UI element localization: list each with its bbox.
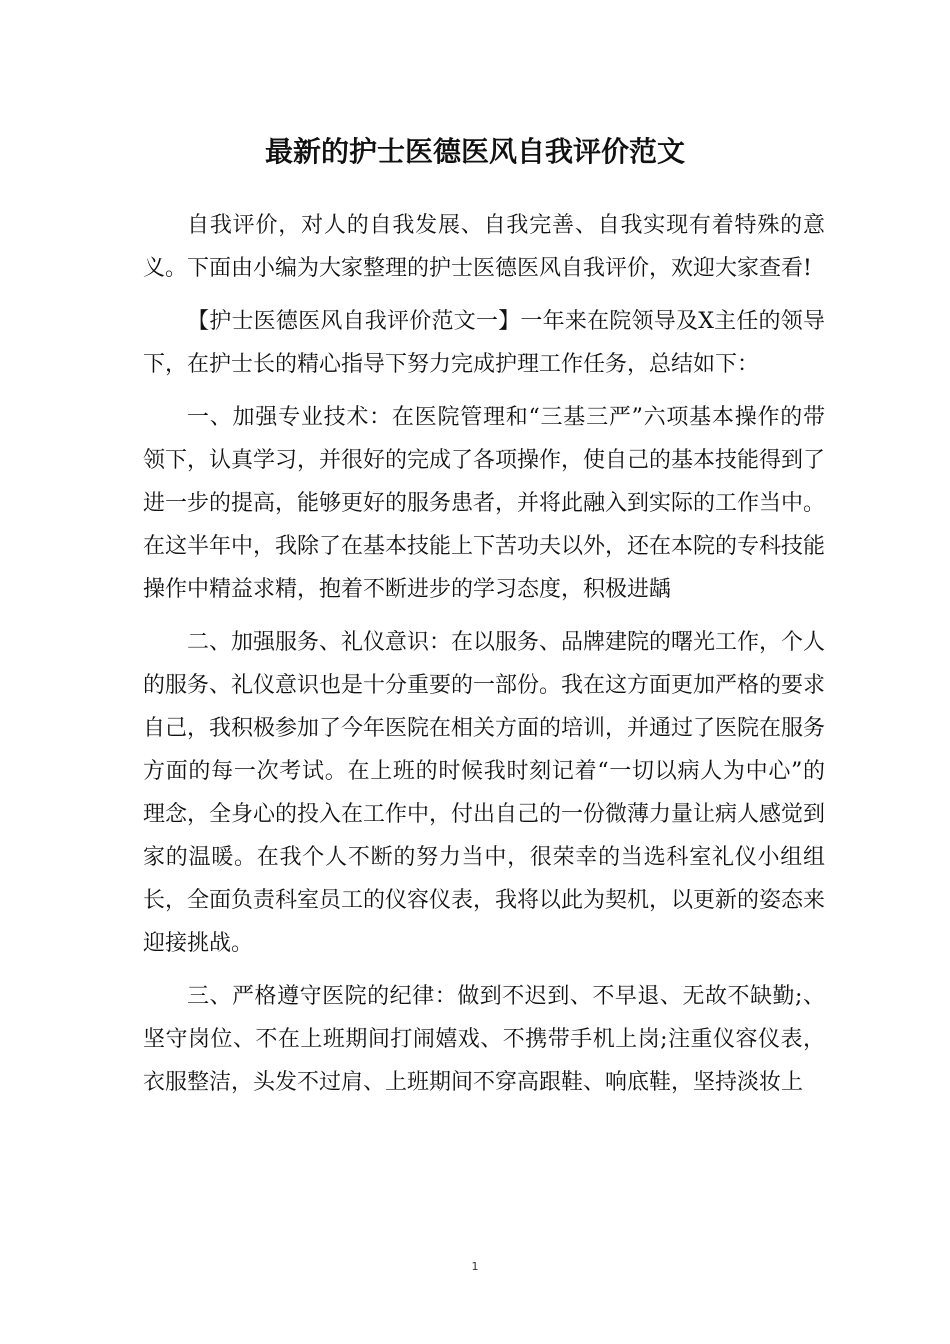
paragraph-section-one: 一、加强专业技术：在医院管理和“三基三严”六项基本操作的带领下，认真学习，并很好的完成了各项操作，使自己的基本技能得到了进一步的提高，能够更好的服务患者，并将此融入到实际的工作当中。在这半年中，我除了在基本技能上下苦功夫以外，还在本院的专科技能操作中精益求精，抱着不断进步的学习态度，积极进龋 bbox=[143, 405, 826, 602]
page-number: 1 bbox=[471, 1260, 479, 1273]
paragraph-section-two: 二、加强服务、礼仪意识：在以服务、品牌建院的曙光工作，个人的服务、礼仪意识也是十分重要的一部份。我在这方面更加严格的要求自己，我积极参加了今年医院在相关方面的培训，并通过了医院在服务方面的每一次考试。在上班的时候我时刻记着“一切以病人为中心”的理念，全身心的投入在工作中，付出自己的一份微薄力量让病人感觉到家的温暖。在我个人不断的努力当中，很荣幸的当选科室礼仪小组组长，全面负责科室员工的仪容仪表，我将以此为契机，以更新的姿态来迎接挑战。 bbox=[143, 630, 826, 956]
paragraph-section-three: 三、严格遵守医院的纪律：做到不迟到、不早退、无故不缺勤;、坚守岗位、不在上班期间打闹嬉戏、不携带手机上岗;注重仪容仪表，衣服整洁，头发不过肩、上班期间不穿高跟鞋、响底鞋，坚持淡妆上 bbox=[143, 984, 825, 1095]
document-body bbox=[143, 204, 825, 1114]
paragraph-intro: 自我评价，对人的自我发展、自我完善、自我实现有着特殊的意义。下面由小编为大家整理的护士医德医风自我评价，欢迎大家查看! bbox=[143, 213, 825, 281]
paragraph-sample-one-heading: 【护士医德医风自我评价范文一】一年来在院领导及X主任的领导下，在护士长的精心指导下努力完成护理工作任务，总结如下： bbox=[143, 309, 825, 377]
document-title: 最新的护士医德医风自我评价范文 bbox=[264, 135, 685, 168]
